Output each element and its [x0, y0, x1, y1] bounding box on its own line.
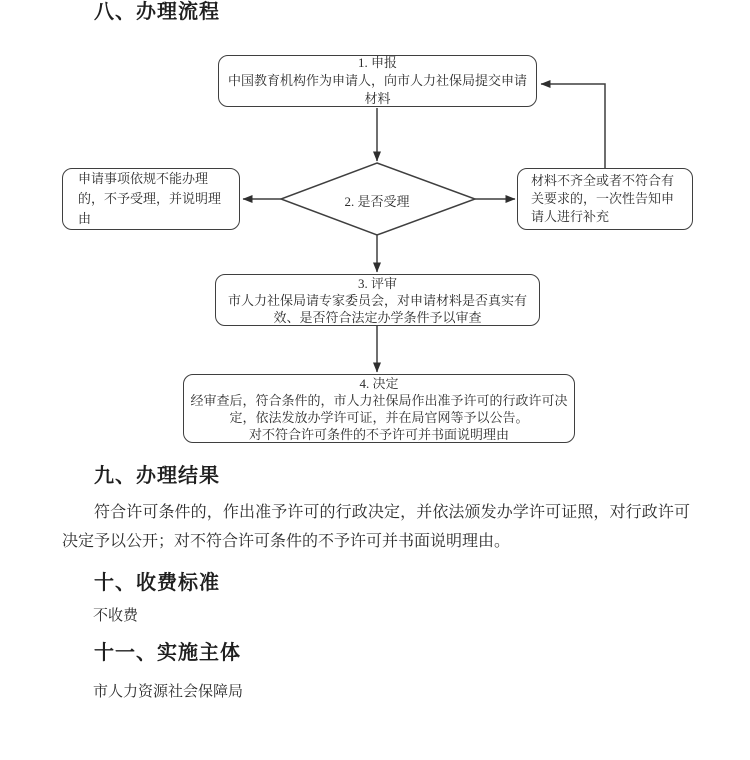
section-result-paragraph: 符合许可条件的，作出准予许可的行政决定，并依法颁发办学许可证照，对行政许可决定予以公开；对不符合许可条件的不予许可并书面说明理由。 — [62, 504, 690, 550]
flow-node-supplement-text: 材料不齐全或者不符合有关要求的，一次性告知申请人进行补充 — [531, 173, 675, 224]
flow-node-step4-title: 4. 决定 — [359, 375, 399, 391]
section-heading-agency: 十一、实施主体 — [94, 642, 241, 664]
flow-node-step3-text: 市人力社保局请专家委员会，对申请材料是否真实有效、是否符合法定办学条件予以审查 — [227, 292, 527, 325]
flow-node-reject-text: 申请事项依规不能办理的，不予受理，并说明理由 — [78, 171, 222, 226]
section-heading-fee: 十、收费标准 — [94, 572, 220, 594]
section-fee-body: 不收费 — [93, 608, 139, 624]
flow-node-step4-text-line1: 经审查后，符合条件的，市人力社保局作出准予许可的行政许可决定，依法发放办学许可证，并在局官网等予以公告。 — [190, 392, 568, 425]
flow-node-step4 — [183, 374, 575, 443]
section-agency-body: 市人力资源社会保障局 — [93, 684, 244, 700]
flow-node-step3 — [215, 274, 540, 326]
flow-node-step1 — [218, 55, 537, 107]
arrow-supplement-to-step1 — [541, 84, 605, 168]
flow-node-reject — [62, 168, 240, 230]
section-heading-result: 九、办理结果 — [94, 465, 220, 487]
flow-node-step1-title: 1. 申报 — [357, 55, 397, 70]
section-heading-process-flow: 八、办理流程 — [94, 1, 220, 23]
flow-node-supplement — [517, 168, 693, 230]
flow-node-step3-title: 3. 评审 — [357, 275, 397, 291]
flow-node-step1-text: 中国教育机构作为申请人，向市人力社保局提交申请材料 — [227, 73, 527, 106]
flow-node-step4-text-line2: 对不符合许可条件的不予许可并书面说明理由 — [248, 426, 509, 442]
flow-node-decision-label: 2. 是否受理 — [344, 194, 410, 209]
